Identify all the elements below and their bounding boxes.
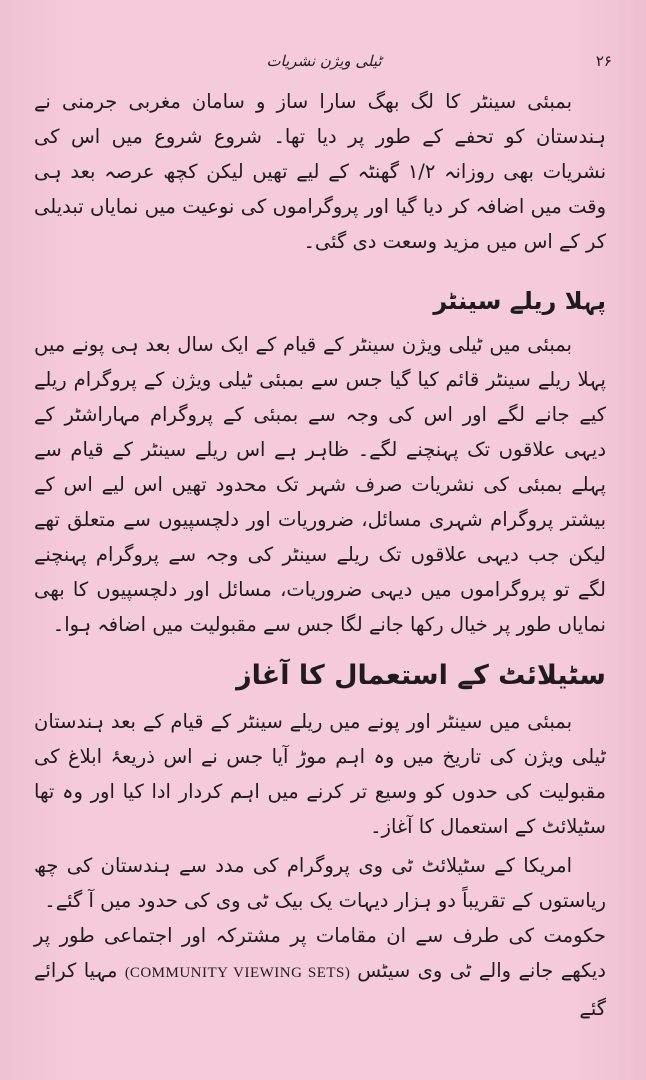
section-heading-first-relay-center: پہلا ریلے سینٹر bbox=[433, 287, 606, 315]
page-body bbox=[34, 84, 606, 1026]
paragraph-relay-center: بمبئی میں ٹیلی ویژن سینٹر کے قیام کے ایک سال بعد ہی پونے میں پہلا ریلے سینٹر قائم کیا گیا جس سے بمبئی ٹیلی ویژن کے پروگرام ریلے کیے جانے لگے اور اس کی وجہ سے بمبئی کے پروگرام مہاراشٹر کے دیہی علاقوں تک پہنچنے لگے۔ ظاہر ہے اس ریلے سینٹر کے قیام سے پہلے بمبئی کی نشریات صرف شہر تک محدود تھیں اس لیے اس کے بیشتر پروگرام شہری مسائل، ضروریات اور دلچسپیوں سے متعلق تھے لیکن جب دیہی علاقوں تک ریلے سینٹر کی وجہ سے پروگرام پہنچنے لگے تو پروگراموں میں دیہی ضروریات، مسائل اور دلچسپیوں کا بھی نمایاں طور پر خیال رکھا جانے لگا جس سے مقبولیت میں اضافہ ہوا۔ bbox=[34, 333, 606, 636]
community-viewing-text: حکومت کی طرف سے ان مقامات پر مشترکہ اور اجتماعی طور پر دیکھے جانے والے ٹی وی سیٹس bbox=[34, 924, 606, 982]
community-viewing-english: (COMMUNITY VIEWING SETS) bbox=[124, 965, 350, 981]
paragraph-community-viewing bbox=[34, 918, 606, 1026]
community-viewing-end: مہیا کرائے گئے bbox=[34, 959, 606, 1020]
page-number: ۲۶ bbox=[595, 52, 612, 70]
paragraph-bombay-equipment: بمبئی سینٹر کا لگ بھگ سارا ساز و سامان مغربی جرمنی نے ہندستان کو تحفے کے طور پر دیا تھا۔ شروع شروع میں اس کی نشریات بھی روزانہ ۱/۲ گھنٹہ کے لیے تھیں لیکن کچھ عرصہ بعد ہی وقت میں اضافہ کر دیا گیا اور پروگراموں کی نوعیت میں نمایاں تبدیلی کر کے اس میں مزید وسعت دی گئی۔ bbox=[34, 90, 606, 253]
page-header bbox=[36, 52, 612, 78]
paragraph-satellite-start: بمبئی میں سینٹر اور پونے میں ریلے سینٹر کے قیام کے بعد ہندستان ٹیلی ویژن کی تاریخ میں وہ اہم موڑ آیا جس نے اس ذریعۂ ابلاغ کی مقبولیت کی حدوں کو وسیع تر کرنے میں اہم کردار ادا کیا اور وہ تھا سٹیلائٹ کے استعمال کا آغاز۔ bbox=[34, 710, 606, 838]
paragraph-america-satellite: امریکا کے سٹیلائٹ ٹی وی پروگرام کی مدد سے ہندستان کی چھ ریاستوں کے تقریباً دو ہزار دیہات یک بیک ٹی وی کی حدود میں آ گئے۔ bbox=[34, 854, 606, 912]
running-title: ٹیلی ویژن نشریات bbox=[266, 52, 382, 70]
section-heading-satellite-use: سٹیلائٹ کے استعمال کا آغاز bbox=[236, 660, 606, 691]
